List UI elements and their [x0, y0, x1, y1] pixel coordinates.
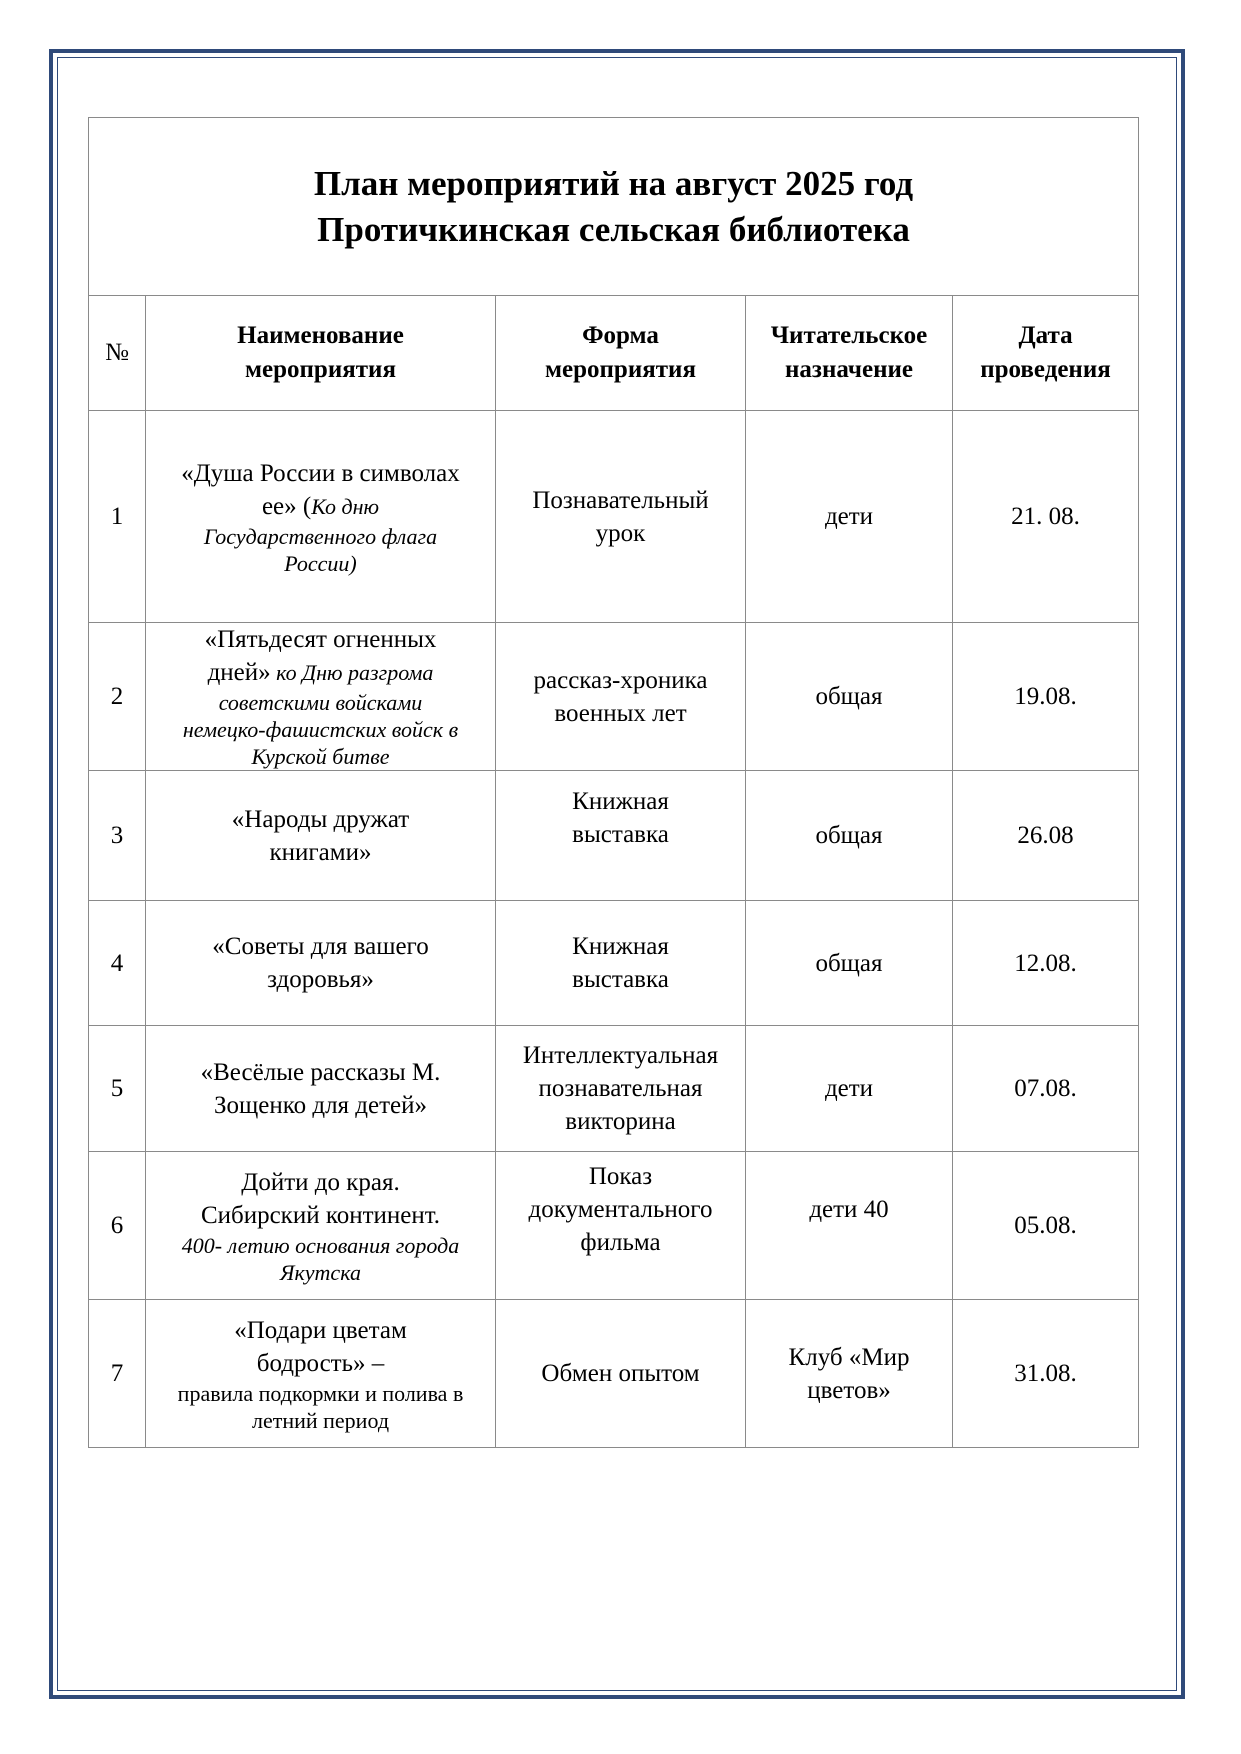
- event-name: [146, 1152, 496, 1300]
- event-form-line: рассказ-хроника: [533, 666, 708, 694]
- title-row: [89, 118, 1139, 296]
- event-form-line: урок: [595, 519, 646, 547]
- title-line-1: План мероприятий на август 2025 год: [313, 163, 914, 203]
- event-name-text: дней»: [207, 659, 271, 686]
- event-name-line: «Весёлые рассказы М.: [200, 1058, 441, 1086]
- header-name: [146, 296, 496, 411]
- event-name: [146, 1026, 496, 1152]
- event-name: [146, 1300, 496, 1448]
- header-name-line-1: Наименование: [237, 322, 404, 349]
- event-date: 05.08.: [953, 1152, 1139, 1300]
- event-name-line: Зощенко для детей»: [213, 1091, 428, 1119]
- row-num: 4: [89, 901, 146, 1026]
- event-audience: дети: [746, 411, 953, 623]
- event-name-line: книгами»: [269, 838, 372, 866]
- event-form-line: выставка: [572, 966, 669, 993]
- event-name-note: России): [284, 550, 357, 576]
- table-row: [89, 1152, 1139, 1300]
- table-row: [89, 623, 1139, 771]
- event-audience: дети: [746, 1026, 953, 1152]
- event-name-note: Государственного флага: [203, 523, 438, 549]
- event-form-line: Интеллектуальная: [522, 1042, 719, 1069]
- header-audience: [746, 296, 953, 411]
- document-title: [89, 118, 1139, 296]
- event-name-note: Якутска: [280, 1259, 361, 1285]
- event-form: Обмен опытом: [496, 1300, 746, 1448]
- header-date-line-1: Дата: [1018, 322, 1073, 349]
- event-name-line: «Советы для вашего: [212, 933, 429, 960]
- header-name-line-2: мероприятия: [245, 356, 396, 383]
- table-row: [89, 1300, 1139, 1448]
- header-form-line-1: Форма: [582, 322, 659, 349]
- header-date: [953, 296, 1139, 411]
- event-name-note: ко Дню разгрома: [270, 660, 434, 685]
- event-name-line: [150, 490, 491, 523]
- event-audience: [746, 1300, 953, 1448]
- table-row: [89, 901, 1139, 1026]
- event-audience: общая: [746, 901, 953, 1026]
- table-row: [89, 771, 1139, 901]
- event-date: 21. 08.: [953, 411, 1139, 623]
- event-name-note: 400- летию основания города: [181, 1232, 460, 1258]
- header-form: [496, 296, 746, 411]
- events-table: [88, 117, 1139, 1448]
- event-name-note: Ко дню: [311, 493, 380, 519]
- row-num: 6: [89, 1152, 146, 1300]
- event-date: 26.08: [953, 771, 1139, 901]
- row-num: 2: [89, 623, 146, 771]
- header-audience-line-1: Читательское: [770, 322, 928, 349]
- event-name-line: Сибирский континент.: [200, 1201, 441, 1229]
- event-audience-line: Клуб «Мир: [788, 1343, 910, 1371]
- event-name-line: «Народы дружат: [231, 805, 410, 833]
- event-form-line: викторина: [565, 1108, 676, 1135]
- event-name-line: Дойти до края.: [241, 1168, 400, 1196]
- event-name-line: «Подари цветам: [234, 1316, 407, 1344]
- event-form-line: Показ: [588, 1163, 653, 1190]
- event-form: [496, 623, 746, 771]
- event-name-line: здоровья»: [267, 966, 374, 993]
- row-num: 3: [89, 771, 146, 901]
- event-name-line: «Душа России в символах: [181, 459, 460, 487]
- header-date-line-2: проведения: [980, 356, 1111, 383]
- event-form-line: Книжная: [572, 933, 669, 960]
- event-form-line: выставка: [572, 821, 669, 848]
- event-name: [146, 771, 496, 901]
- event-name: [146, 901, 496, 1026]
- title-line-2: Протичкинская сельская библиотека: [317, 209, 910, 249]
- event-name: [146, 623, 496, 771]
- event-name-note: летний период: [251, 1407, 390, 1433]
- event-date: 31.08.: [953, 1300, 1139, 1448]
- event-audience-line: цветов»: [807, 1376, 891, 1404]
- event-form-line: военных лет: [554, 699, 687, 727]
- event-date: 07.08.: [953, 1026, 1139, 1152]
- event-form-line: Познавательный: [532, 486, 709, 514]
- event-form-line: фильма: [580, 1229, 661, 1256]
- table-row: [89, 411, 1139, 623]
- event-name-line: «Пятьдесят огненных: [204, 626, 437, 653]
- event-name-text: ее» (: [261, 492, 312, 520]
- event-name-note: правила подкормки и полива в: [177, 1380, 464, 1406]
- event-name-note: советскими войсками: [218, 690, 423, 715]
- event-name-note: немецко-фашистских войск в: [182, 717, 459, 742]
- event-date: 19.08.: [953, 623, 1139, 771]
- event-form: [496, 1026, 746, 1152]
- event-name-line: [150, 656, 491, 689]
- header-row: [89, 296, 1139, 411]
- event-name-note: Курской битве: [251, 744, 390, 769]
- event-date: 12.08.: [953, 901, 1139, 1026]
- event-form: [496, 1152, 746, 1300]
- event-form: [496, 771, 746, 901]
- event-audience: общая: [746, 623, 953, 771]
- header-audience-line-2: назначение: [785, 356, 913, 383]
- row-num: 5: [89, 1026, 146, 1152]
- event-form: [496, 901, 746, 1026]
- event-form-line: Книжная: [572, 788, 669, 815]
- table-row: [89, 1026, 1139, 1152]
- header-form-line-2: мероприятия: [545, 356, 696, 383]
- event-audience: дети 40: [746, 1152, 953, 1300]
- row-num: 1: [89, 411, 146, 623]
- event-audience: общая: [746, 771, 953, 901]
- event-form-line: документального: [528, 1196, 713, 1223]
- event-form-line: познавательная: [538, 1075, 703, 1102]
- header-num: №: [89, 296, 146, 411]
- row-num: 7: [89, 1300, 146, 1448]
- event-form: [496, 411, 746, 623]
- event-name: [146, 411, 496, 623]
- event-name-line: бодрость» –: [256, 1349, 385, 1377]
